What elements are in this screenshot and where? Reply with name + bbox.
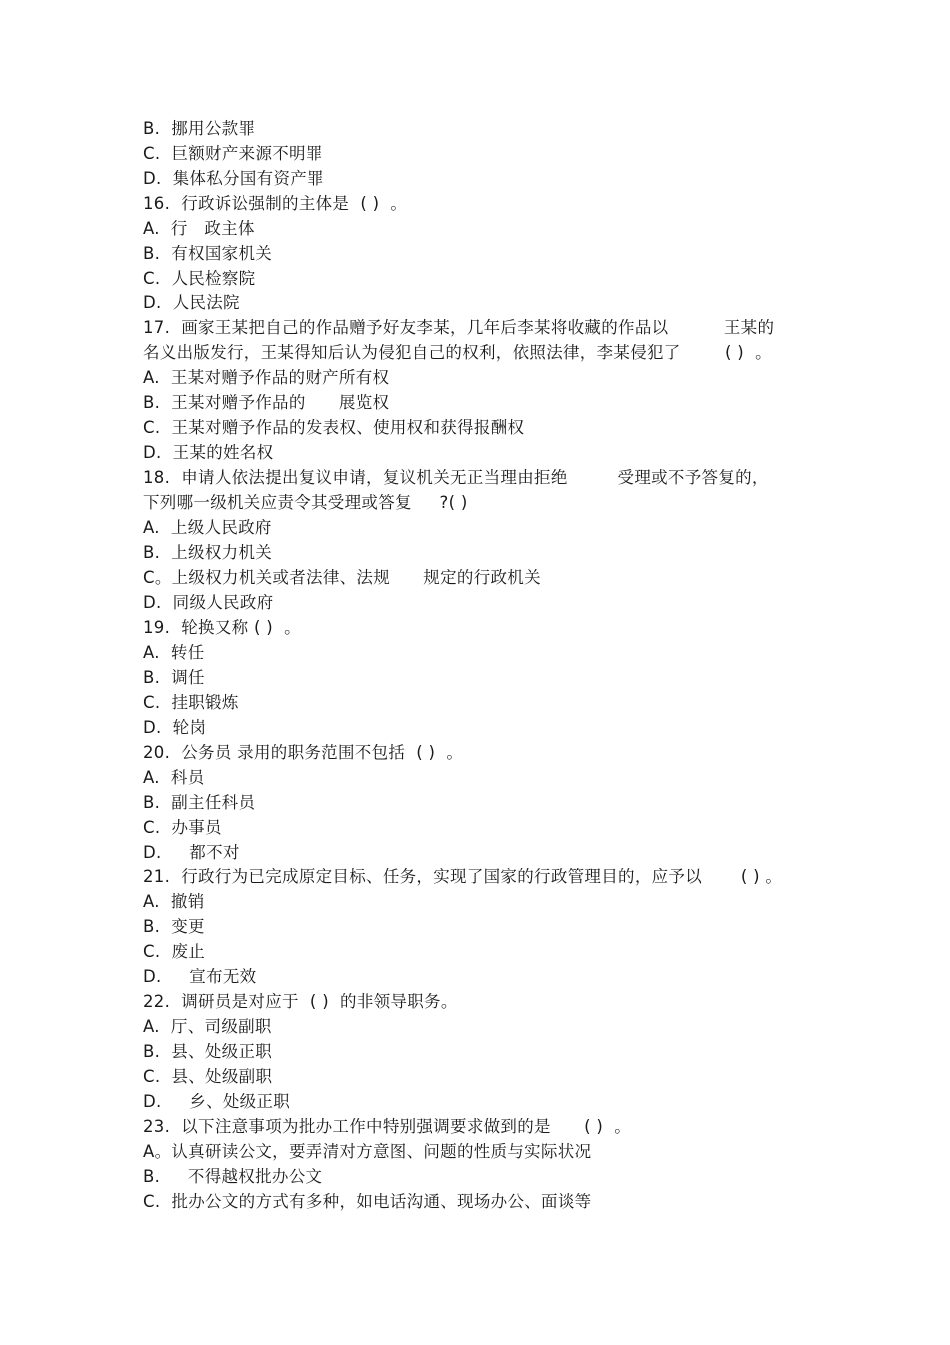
option-d-q18: D. 同级人民政府 <box>143 593 274 612</box>
option-d-q17: D. 王某的姓名权 <box>143 443 274 462</box>
option-c-q16: C. 人民检察院 <box>143 269 256 288</box>
option-c-q22: C. 县、处级副职 <box>143 1067 273 1086</box>
question-17-line-2: 名义出版发行，王某得知后认为侵犯自己的权利，依照法律，李某侵犯了 ( ) 。 <box>143 343 772 362</box>
option-a-q18: A. 上级人民政府 <box>143 518 272 537</box>
option-a-q22: A. 厅、司级副职 <box>143 1017 272 1036</box>
option-a-q23: A。认真研读公文，要弄清对方意图、问题的性质与实际状况 <box>143 1142 592 1161</box>
question-22: 22. 调研员是对应于 ( ) 的非领导职务。 <box>143 992 458 1011</box>
option-c-q17: C. 王某对赠予作品的发表权、使用权和获得报酬权 <box>143 418 525 437</box>
question-19: 19. 轮换又称 ( ) 。 <box>143 618 301 637</box>
option-c-q19: C. 挂职锻炼 <box>143 693 239 712</box>
option-a-q20: A. 科员 <box>143 768 205 787</box>
option-c-q15: C. 巨额财产来源不明罪 <box>143 144 323 163</box>
option-a-q19: A. 转任 <box>143 643 205 662</box>
option-d-q21: D. 宣布无效 <box>143 967 257 986</box>
option-b-q17: B. 王某对赠予作品的 展览权 <box>143 393 390 412</box>
option-a-q17: A. 王某对赠予作品的财产所有权 <box>143 368 390 387</box>
option-b-q19: B. 调任 <box>143 668 205 687</box>
option-d-q20: D. 都不对 <box>143 843 240 862</box>
question-18-line-2: 下列哪一级机关应责令其受理或答复 ?( ) <box>143 493 468 512</box>
option-b-q23: B. 不得越权批办公文 <box>143 1167 323 1186</box>
option-d-q15: D. 集体私分国有资产罪 <box>143 169 324 188</box>
question-17-line-1: 17. 画家王某把自己的作品赠予好友李某，几年后李某将收藏的作品以 王某的 <box>143 318 775 337</box>
option-d-q16: D. 人民法院 <box>143 293 240 312</box>
question-20: 20. 公务员 录用的职务范围不包括 ( ) 。 <box>143 743 464 762</box>
option-c-q20: C. 办事员 <box>143 818 222 837</box>
option-b-q22: B. 县、处级正职 <box>143 1042 273 1061</box>
option-b-q16: B. 有权国家机关 <box>143 244 273 263</box>
option-c-q23: C. 批办公文的方式有多种，如电话沟通、现场办公、面谈等 <box>143 1192 592 1211</box>
question-18-line-1: 18. 申请人依法提出复议申请，复议机关无正当理由拒绝 受理或不予答复的， <box>143 468 769 487</box>
option-b-q21: B. 变更 <box>143 917 205 936</box>
question-16: 16. 行政诉讼强制的主体是 ( ) 。 <box>143 194 408 213</box>
question-23: 23. 以下注意事项为批办工作中特别强调要求做到的是 ( ) 。 <box>143 1117 632 1136</box>
question-21: 21. 行政行为已完成原定目标、任务，实现了国家的行政管理目的，应予以 ( ) 。 <box>143 867 783 886</box>
option-b-q20: B. 副主任科员 <box>143 793 256 812</box>
option-a-q16: A. 行 政主体 <box>143 219 255 238</box>
option-b-q15: B. 挪用公款罪 <box>143 119 256 138</box>
option-b-q18: B. 上级权力机关 <box>143 543 273 562</box>
option-d-q22: D. 乡、处级正职 <box>143 1092 291 1111</box>
option-c-q18: C。上级权力机关或者法律、法规 规定的行政机关 <box>143 568 541 587</box>
option-d-q19: D. 轮岗 <box>143 718 207 737</box>
option-c-q21: C. 废止 <box>143 942 206 961</box>
option-a-q21: A. 撤销 <box>143 892 205 911</box>
